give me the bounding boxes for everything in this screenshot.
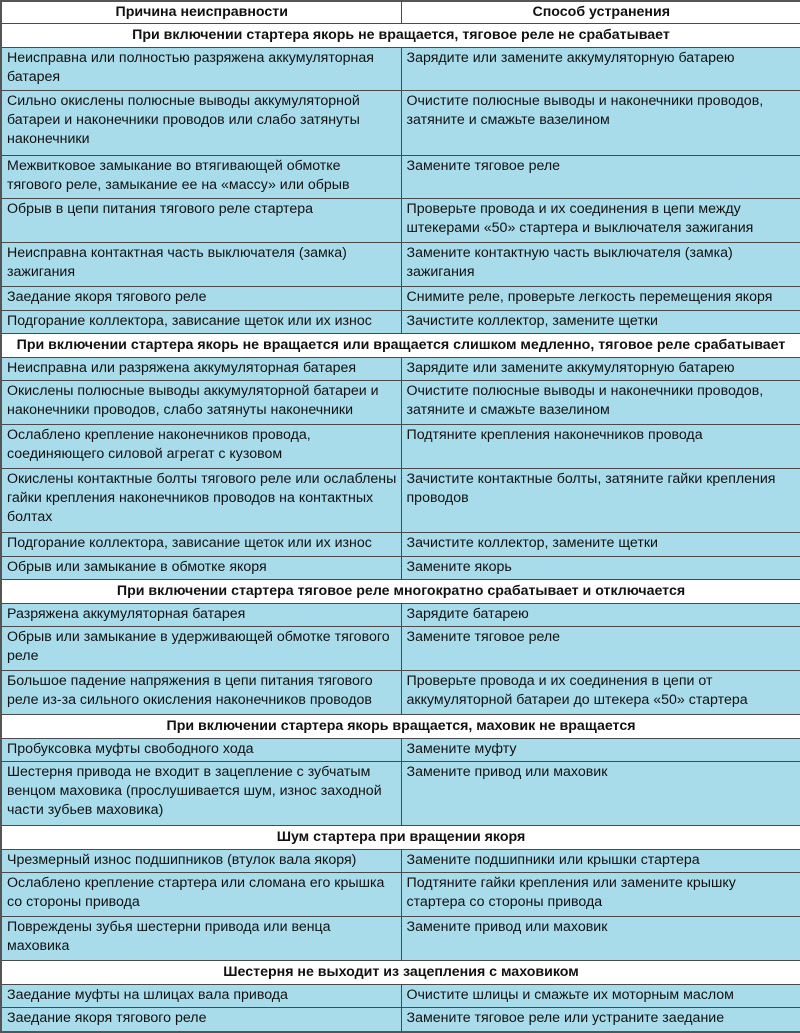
section-row bbox=[1, 580, 800, 604]
table-row bbox=[1, 357, 800, 381]
table-row bbox=[1, 1008, 800, 1032]
cause-cell: Обрыв или замыкание в обмотке якоря bbox=[1, 556, 401, 580]
cause-cell: Окислены полюсные выводы аккумуляторной батареи и наконечники проводов, слабо затянуты наконечники bbox=[1, 381, 401, 425]
remedy-cell: Замените тяговое реле или устраните заедание bbox=[401, 1008, 800, 1032]
remedy-cell: Зарядите батарею bbox=[401, 603, 800, 627]
cause-cell: Большое падение напряжения в цепи питания тягового реле из-за сильного окисления наконечников проводов bbox=[1, 671, 401, 715]
section-row bbox=[1, 715, 800, 739]
remedy-cell: Замените привод или маховик bbox=[401, 917, 800, 961]
section-row bbox=[1, 334, 800, 358]
cause-cell: Неисправна или полностью разряжена аккумуляторная батарея bbox=[1, 47, 401, 91]
cause-cell: Обрыв в цепи питания тягового реле стартера bbox=[1, 199, 401, 243]
remedy-cell: Зарядите или замените аккумуляторную батарею bbox=[401, 357, 800, 381]
cause-cell: Повреждены зубья шестерни привода или венца маховика bbox=[1, 917, 401, 961]
header-remedy: Способ устранения bbox=[401, 1, 800, 24]
cause-cell: Заедание якоря тягового реле bbox=[1, 287, 401, 311]
cause-cell: Подгорание коллектора, зависание щеток или их износ bbox=[1, 533, 401, 557]
cause-cell: Разряжена аккумуляторная батарея bbox=[1, 603, 401, 627]
table-row bbox=[1, 627, 800, 671]
remedy-cell: Снимите реле, проверьте легкость перемещения якоря bbox=[401, 287, 800, 311]
cause-cell: Сильно окислены полюсные выводы аккумуляторной батареи и наконечники проводов или слабо затянуты наконечники bbox=[1, 91, 401, 155]
section-title: При включении стартера якорь не вращается, тяговое реле не срабатывает bbox=[1, 24, 800, 48]
cause-cell: Обрыв или замыкание в удерживающей обмотке тягового реле bbox=[1, 627, 401, 671]
cause-cell: Подгорание коллектора, зависание щеток или их износ bbox=[1, 310, 401, 334]
table-row bbox=[1, 738, 800, 762]
table-row bbox=[1, 243, 800, 287]
table-row bbox=[1, 425, 800, 469]
cause-cell: Пробуксовка муфты свободного хода bbox=[1, 738, 401, 762]
header-row bbox=[1, 1, 800, 24]
cause-cell: Неисправна контактная часть выключателя (замка) зажигания bbox=[1, 243, 401, 287]
remedy-cell: Зачистите коллектор, замените щетки bbox=[401, 533, 800, 557]
section-title: При включении стартера тяговое реле многократно срабатывает и отключается bbox=[1, 580, 800, 604]
remedy-cell: Зачистите контактные болты, затяните гайки крепления проводов bbox=[401, 469, 800, 533]
remedy-cell: Замените контактную часть выключателя (замка) зажигания bbox=[401, 243, 800, 287]
section-row bbox=[1, 24, 800, 48]
remedy-cell: Замените якорь bbox=[401, 556, 800, 580]
table-row bbox=[1, 873, 800, 917]
section-title: Шум стартера при вращении якоря bbox=[1, 826, 800, 850]
remedy-cell: Подтяните крепления наконечников провода bbox=[401, 425, 800, 469]
cause-cell: Неисправна или разряжена аккумуляторная батарея bbox=[1, 357, 401, 381]
remedy-cell: Зарядите или замените аккумуляторную батарею bbox=[401, 47, 800, 91]
remedy-cell: Замените подшипники или крышки стартера bbox=[401, 849, 800, 873]
remedy-cell: Замените привод или маховик bbox=[401, 762, 800, 826]
table-row bbox=[1, 155, 800, 199]
table-row bbox=[1, 287, 800, 311]
section-title: При включении стартера якорь вращается, маховик не вращается bbox=[1, 715, 800, 739]
table-row bbox=[1, 849, 800, 873]
section-title: Шестерня не выходит из зацепления с маховиком bbox=[1, 961, 800, 985]
cause-cell: Окислены контактные болты тягового реле или ослаблены гайки крепления наконечников проводов на контактных болтах bbox=[1, 469, 401, 533]
table-row bbox=[1, 533, 800, 557]
cause-cell: Заедание якоря тягового реле bbox=[1, 1008, 401, 1032]
cause-cell: Ослаблено крепление наконечников провода, соединяющего силовой агрегат с кузовом bbox=[1, 425, 401, 469]
table-row bbox=[1, 556, 800, 580]
table-row bbox=[1, 762, 800, 826]
remedy-cell: Замените тяговое реле bbox=[401, 155, 800, 199]
section-title: При включении стартера якорь не вращается или вращается слишком медленно, тяговое реле срабатывает bbox=[1, 334, 800, 358]
remedy-cell: Подтяните гайки крепления или замените крышку стартера со стороны привода bbox=[401, 873, 800, 917]
remedy-cell: Замените тяговое реле bbox=[401, 627, 800, 671]
remedy-cell: Очистите полюсные выводы и наконечники проводов, затяните и смажьте вазелином bbox=[401, 381, 800, 425]
table-row bbox=[1, 91, 800, 155]
section-row bbox=[1, 826, 800, 850]
cause-cell: Ослаблено крепление стартера или сломана его крышка со стороны привода bbox=[1, 873, 401, 917]
header-cause: Причина неисправности bbox=[1, 1, 401, 24]
table-row bbox=[1, 199, 800, 243]
table-row bbox=[1, 469, 800, 533]
remedy-cell: Очистите шлицы и смажьте их моторным маслом bbox=[401, 984, 800, 1008]
table-row bbox=[1, 381, 800, 425]
table-row bbox=[1, 47, 800, 91]
remedy-cell: Очистите полюсные выводы и наконечники проводов, затяните и смажьте вазелином bbox=[401, 91, 800, 155]
remedy-cell: Проверьте провода и их соединения в цепи от аккумуляторной батареи до штекера «50» стартера bbox=[401, 671, 800, 715]
cause-cell: Межвитковое замыкание во втягивающей обмотке тягового реле, замыкание ее на «массу» или обрыв bbox=[1, 155, 401, 199]
remedy-cell: Проверьте провода и их соединения в цепи между штекерами «50» стартера и выключателя зажигания bbox=[401, 199, 800, 243]
table-row bbox=[1, 671, 800, 715]
cause-cell: Шестерня привода не входит в зацепление с зубчатым венцом маховика (прослушивается шум, износ заходной части зубьев маховика) bbox=[1, 762, 401, 826]
table-row bbox=[1, 917, 800, 961]
table-body bbox=[1, 24, 800, 1033]
cause-cell: Чрезмерный износ подшипников (втулок вала якоря) bbox=[1, 849, 401, 873]
remedy-cell: Зачистите коллектор, замените щетки bbox=[401, 310, 800, 334]
section-row bbox=[1, 961, 800, 985]
remedy-cell: Замените муфту bbox=[401, 738, 800, 762]
cause-cell: Заедание муфты на шлицах вала привода bbox=[1, 984, 401, 1008]
table-row bbox=[1, 984, 800, 1008]
table-row bbox=[1, 310, 800, 334]
table-row bbox=[1, 603, 800, 627]
